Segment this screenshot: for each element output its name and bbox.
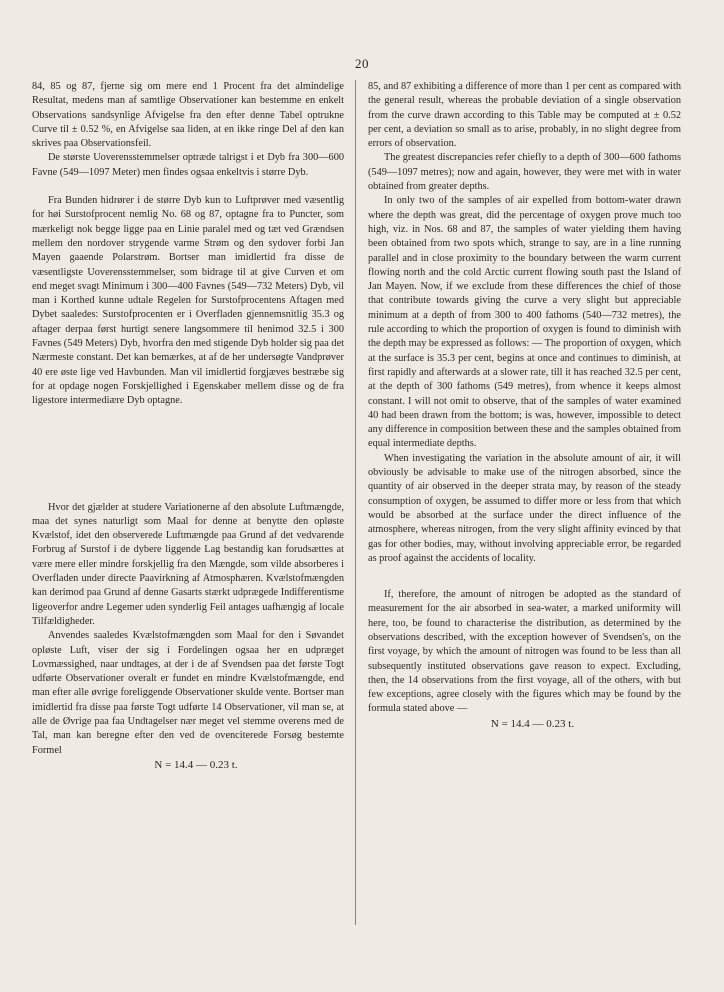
danish-paragraph-5: Anvendes saaledes Kvælstofmængden som Maal for den i Søvandet opløste Luft, viser der sig i Fordelingen ogsaa her en udpræget Lovmæssighed, naar undtages, at der i de af Svendsen paa det første Togt udførte Observationer overalt er fundet en mindre Kvælstofmængde, end man efter alle øvrige foreliggende Observationer skulde vente. Bortser man imidlertid fra disse paa første Togt udførte 14 Observationer, vil man se, at alle de Øvrige paa faa Undtagelser nær meget vel stemme overens med de Tal, man kan beregne efter den ved de ovenciterede Forsøg bestemte Formel [32,630,344,756]
english-column [368,80,681,731]
english-paragraph-4: When investigating the variation in the absolute amount of air, it will obviously be advisable to make use of the nitrogen absorbed, since the quantity of air observed in the deeper strata may, by reason of the steady consumption of oxygen, be assumed to differ more or less from that which would be absorbed at the surface under the direct influence of the atmosphere, whereas nitrogen, from the very slight affinity evinced by that gas for other bodies, may, without involving appreciable error, be regarded as proof against the accidents of locality. [368,452,681,564]
danish-paragraph-3: Fra Bunden hidrører i de større Dyb kun to Luftprøver med væsentlig for høi Surstofprocent nemlig No. 68 og 87, optagne fra to Puncter, som mærkeligt nok begge ligge paa en Linie paralel med og tæt ved Grændsen mellem den nordover strygende varme Strøm og den sydover forbi Jan Mayen gaaende Polarstrøm. Bortser man imidlertid fra disse de væsentligste Uoverensstemmelser, som bidrage til at give Curven et om end meget svagt Minimum i 300—400 Favnes (549—732 Meters) Dyb, vil man i Korthed kunne udtale Regelen for Surstofprocentens Aftagen med Dybet saaledes: Surstofprocenten er i Overfladen gjennemsnitlig 35.3 og aftager derpaa først hurtigt senere langsommere til henimod 32.5 i 300 Favnes (549 Meters) Dyb, hvorfra den med stigende Dyb holder sig paa det Nærmeste constant. Det kan bemærkes, at af de her undersøgte Vandprøver 40 ere øste lige ved Havbunden. Man vil imidlertid forgjæves bestræbe sig for at opdage nogen Forskjellighed i Egenskaber mellem disse og de fra ligestore intermediære Dyb optagne. [32,195,344,407]
english-paragraph-1: 85, and 87 exhibiting a difference of more than 1 per cent as compared with the general result, whereas the probable deviation of a single observation from the curve drawn according to this Table may be computed at ± 0.52 per cent, a deviation so small as to arise, probably, in no slight degree from errors of observation. [368,81,681,150]
english-paragraph-3: In only two of the samples of air expelled from bottom-water drawn where the depth was great, did the percentage of oxygen prove much too high, viz. in Nos. 68 and 87, the samples of water yielding them having been obtained from two spots which, strange to say, are in a line running parallel and in close proximity to the boundary between the warm current flowing north and the cold Arctic current flowing south past the Island of Jan Mayen. Now, if we exclude from these differences the chief of those that contribute towards giving the curve a very slight but appreciable minimum at a depth of from 300 to 400 fathoms (540—732 metres), the rule according to which the proportion of oxygen is found to diminish with the depth may be expressed as follows: — The proportion of oxygen, which at the surface is 35.3 per cent, begins at once and continues to diminish, at first rapidly and afterwards at a slower rate, till it has reached 32.5 per cent, at the depth of 300 fathoms (549 metres), from whence it keeps almost constant. I will not omit to observe, that of the samples of water examined 40 had been drawn from the bottom; is was, however, impossible to detect any difference in composition between these and the samples obtained from equal intermediate depths. [368,195,681,450]
danish-paragraph-4: Hvor det gjælder at studere Variationerne af den absolute Luftmængde, maa det synes naturligt som Maal for denne at benytte den opløste Kvælstof, idet den observerede Luftmængde paa Grund af det vedvarende Forbrug af Surstof i de dybere liggende Lag bestandig kan forudsættes at være mere eller mindre forskjellig fra den Mængde, som vilde absorberes i Overfladen under directe Paavirkning af Atmosphæren. Kvælstofmængden kan derimod paa Grund af denne Gasarts stærkt udprægede Indifferentisme ligeoverfor andre Legemer uden synderlig Feil antages uafhængig af locale Tilfældigheder. [32,501,344,627]
english-formula: N = 14.4 — 0.23 t. [490,717,575,730]
english-paragraph-2: The greatest discrepancies refer chiefly to a depth of 300—600 fathoms (549—1097 metres); now and again, however, they were met with in water obtained from greater depths. [368,152,681,193]
page-number: 20 [355,56,369,71]
danish-paragraph-1: 84, 85 og 87, fjerne sig om mere end 1 Procent fra det almindelige Resultat, medens man af samtlige Observationer kan bestemme en enkelt Observations sandsynlige Afvigelse fra den efter denne Tabel optrukne Curve til ± 0.52 %, en Afvigelse saa liden, at en ikke ringe Del af den kan skrives paa Observationsfeil. [32,81,344,150]
danish-paragraph-2: De største Uoverensstemmelser optræde talrigst i et Dyb fra 300—600 Favne (549—1097 Meter) men findes ogsaa enkeltvis i større Dyb. [32,152,344,178]
danish-formula: N = 14.4 — 0.23 t. [154,758,238,771]
danish-column [32,80,344,772]
column-divider [355,80,356,925]
english-paragraph-5: If, therefore, the amount of nitrogen be adopted as the standard of measurement for the air absorbed in sea-water, a marked uniformity will here, too, be found to characterise the distribution, as determined by the observations described, with the exception however of Svendsen's, on the first voyage, by which the amount of nitrogen was found to be less than all subsequently instituted observations gave reason to expect. Excluding, then, the 14 observations from the first voyage, all of the others, with but few exceptions, agree closely with the figures which may be found by the formula stated above — [368,589,681,715]
